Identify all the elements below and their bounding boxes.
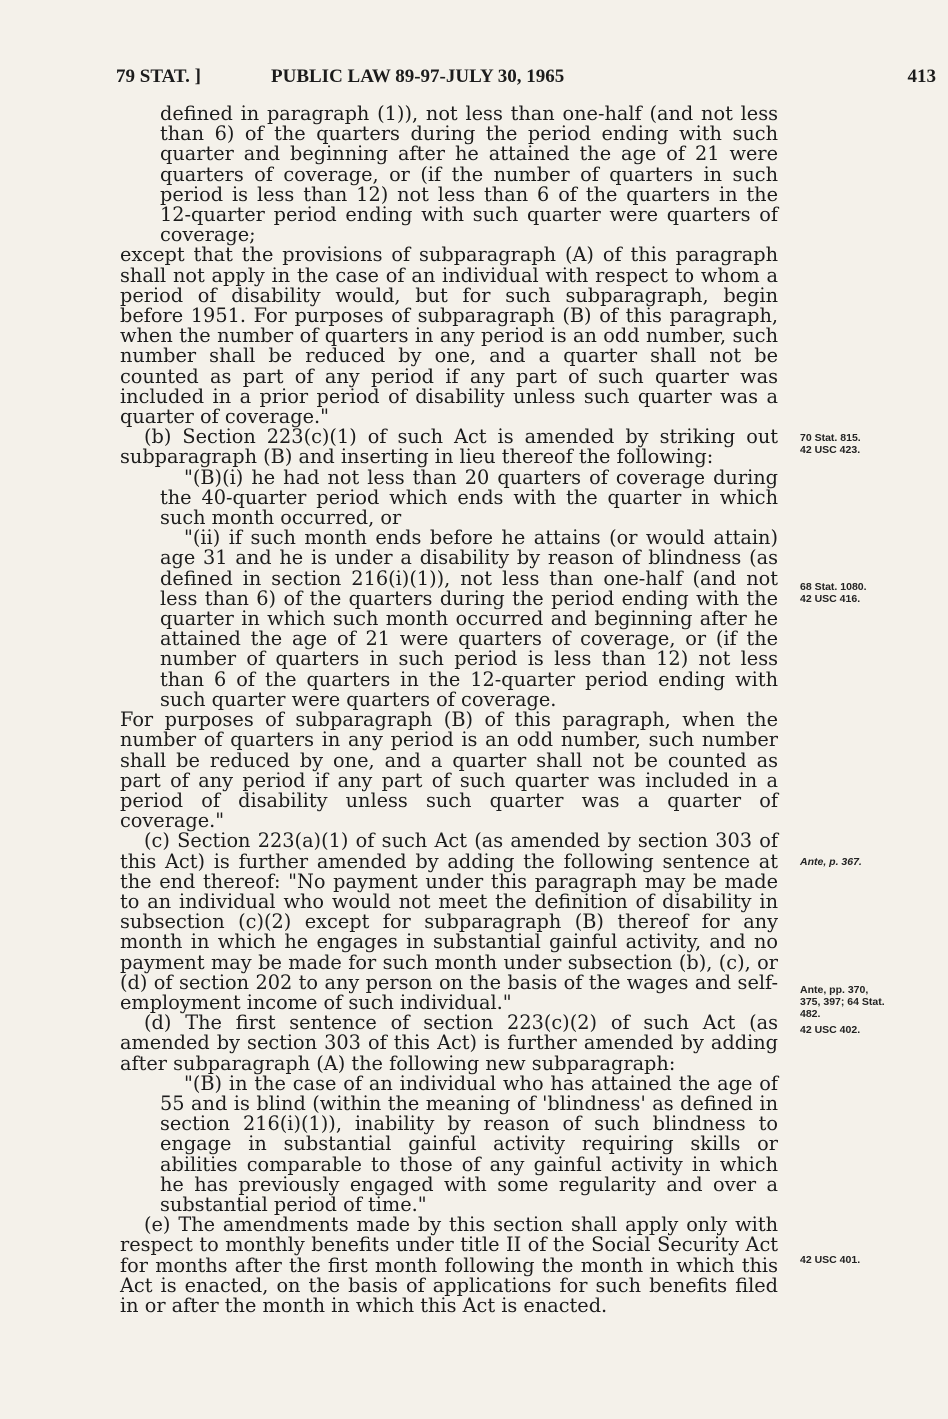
margin-note: 42 USC 401.: [800, 1254, 861, 1266]
margin-note: 42 USC 402.: [800, 1024, 861, 1036]
paragraph-continuation: defined in paragraph (1)), not less than one-half (and not less than 6) of the quarters during the period ending with such quarter and beginning after he attained the age of 21 were quarters of coverage, or (if the number of quarters in such period is less than 12) not less than 6 of the quarters in the 12-quarter period ending with such quarter were quarters of coverage;: [160, 102, 778, 247]
subparagraph-b-i: "(B)(i) he had not less than 20 quarters of coverage during the 40-quarter period which ends with the quarter in which such month occurred, or: [160, 465, 778, 530]
subsection-e: (e) The amendments made by this section shall apply only with respect to monthly benefits under title II of the Social Security Act for months after the first month following the month in which this Act is enacted, on the basis of applications for such benefits filed in or after the month in which this Act is enacted.: [120, 1213, 778, 1317]
subsection-b: (b) Section 223(c)(1) of such Act is amended by striking out subparagraph (B) and inserting in lieu thereof the following:: [120, 425, 778, 469]
subsection-c: (c) Section 223(a)(1) of such Act (as amended by section 303 of this Act) is further amended by adding the following sentence at the end thereof: "No payment under this paragraph may be made to an individual who would not meet the definition of disability in subsection (c)(2) except for subparagraph (B) thereof for any month in which he engages in substantial gainful activity, and no payment may be made for such month under subsection (b), (c), or (d) of section 202 to any person on the basis of the wages and self-employment income of such individual.": [120, 829, 778, 1014]
running-title: PUBLIC LAW 89-97-JULY 30, 1965: [271, 66, 565, 87]
statute-volume: 79 STAT. ]: [116, 66, 201, 87]
paragraph-purposes: For purposes of subparagraph (B) of this paragraph, when the number of quarters in any period is an odd number, such number shall be reduced by one, and a quarter shall not be counted as part of any period if any part of such quarter was included in a period of disability unless such quarter was a quarter of coverage.": [120, 708, 778, 833]
margin-note: 68 Stat. 1080. 42 USC 416.: [800, 581, 867, 605]
subparagraph-b-ii: "(ii) if such month ends before he attains (or would attain) age 31 and he is under a disability by reason of blindness (as defined in section 216(i)(1)), not less than one-half (and not less than 6) of the quarters during the period ending with the quarter in which such month occurred and beginning after he attained the age of 21 were quarters of coverage, or (if the number of quarters in such period is less than 12) not less than 6 of the quarters in the 12-quarter period ending with such quarter were quarters of coverage.: [160, 526, 778, 711]
margin-note: Ante, pp. 370, 375, 397; 64 Stat. 482.: [800, 984, 885, 1020]
subsection-d: (d) The first sentence of section 223(c)(2) of such Act (as amended by section 303 of this Act) is further amended by adding after subparagraph (A) the following new subparagraph:: [120, 1011, 778, 1075]
paragraph-except-clause: except that the provisions of subparagraph (A) of this paragraph shall not apply in the case of an individual with respect to whom a period of disability would, but for such subparagraph, begin before 1951. For purposes of subparagraph (B) of this paragraph, when the number of quarters in any period is an odd number, such number shall be reduced by one, and a quarter shall not be counted as part of any period if any part of such quarter was included in a prior period of disability unless such quarter was a quarter of coverage.": [120, 243, 778, 429]
statute-body: [120, 104, 778, 1316]
subparagraph-d-b: "(B) in the case of an individual who has attained the age of 55 and is blind (within the meaning of 'blindness' as defined in section 216(i)(1)), inability by reason of such blindness to engage in substantial gainful activity requiring skills or abilities comparable to those of any gainful activity in which he has previously engaged with some regularity and over a substantial period of time.": [160, 1071, 778, 1216]
page-number: 413: [907, 66, 936, 87]
margin-note: Ante, p. 367.: [800, 856, 862, 868]
page-header: [116, 66, 936, 96]
margin-note: 70 Stat. 815. 42 USC 423.: [800, 432, 861, 456]
